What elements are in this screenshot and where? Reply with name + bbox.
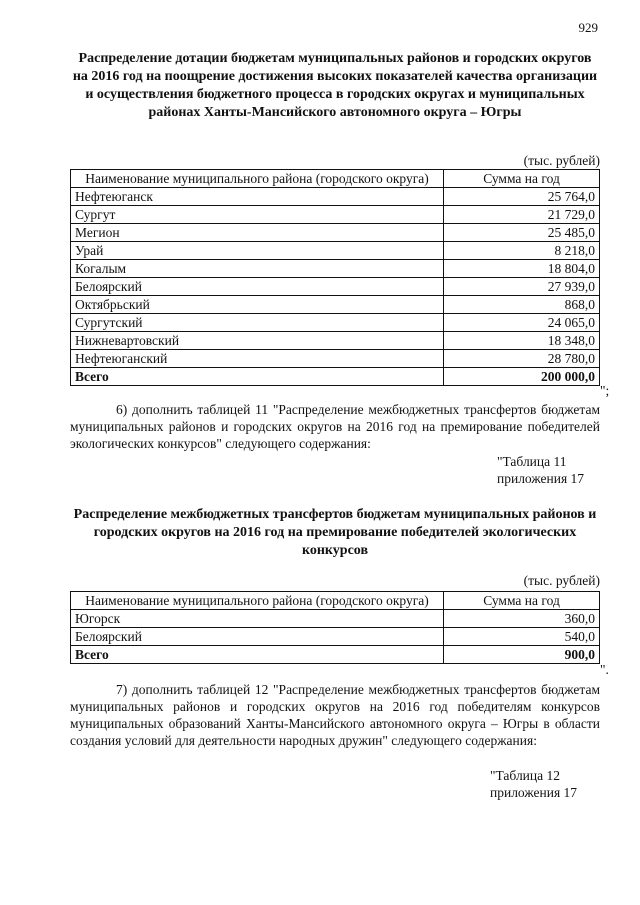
row-sum: 21 729,0	[444, 206, 600, 224]
section1-unit: (тыс. рублей)	[523, 153, 600, 168]
section2-title: Распределение межбюджетных трансфертов бюджетам муниципальных районов и городских округов на 2016 год на премирование победителей экологических конкурсов	[73, 507, 597, 558]
table-row	[71, 350, 600, 368]
row-sum: 18 348,0	[444, 332, 600, 350]
table-ecology-awards	[70, 591, 600, 664]
row-sum: 24 065,0	[444, 314, 600, 332]
total-sum: 900,0	[444, 646, 600, 664]
table11-reference	[497, 453, 584, 487]
table-row	[71, 260, 600, 278]
row-name: Нижневартовский	[71, 332, 444, 350]
row-name: Нефтеюганский	[71, 350, 444, 368]
row-sum: 25 764,0	[444, 188, 600, 206]
table-row	[71, 296, 600, 314]
table11-ref-line1: "Таблица 11	[497, 454, 567, 469]
paragraph-6: 6) дополнить таблицей 11 "Распределение межбюджетных трансфертов бюджетам муниципальных районов и городских округов на 2016 год на премирование победителей экологических конкурсов" следующего содержания:	[70, 402, 600, 451]
table-row	[71, 242, 600, 260]
table12-reference	[490, 767, 577, 801]
row-sum: 18 804,0	[444, 260, 600, 278]
table-dotation	[70, 169, 600, 386]
row-sum: 868,0	[444, 296, 600, 314]
section2-unit: (тыс. рублей)	[523, 573, 600, 588]
row-sum: 28 780,0	[444, 350, 600, 368]
row-name: Нефтеюганск	[71, 188, 444, 206]
table-row	[71, 628, 600, 646]
row-name: Белоярский	[71, 628, 444, 646]
table-row	[71, 314, 600, 332]
row-sum: 360,0	[444, 610, 600, 628]
table-header-row	[71, 592, 600, 610]
section1-title: Распределение дотации бюджетам муниципальных районов и городских округов на 2016 год на поощрение достижения высоких показателей качества организации и осуществления бюджетного процесса в городских округах и муниципальных районах Ханты-Мансийского автономного округа – Югры	[72, 51, 598, 120]
row-sum: 25 485,0	[444, 224, 600, 242]
row-name: Когалым	[71, 260, 444, 278]
table-row	[71, 224, 600, 242]
row-name: Сургутский	[71, 314, 444, 332]
table2-close-mark: ".	[600, 662, 609, 677]
row-sum: 27 939,0	[444, 278, 600, 296]
table-header-row	[71, 170, 600, 188]
table11-ref-line2: приложения 17	[497, 471, 585, 486]
table12-ref-line1: "Таблица 12	[490, 768, 560, 783]
row-sum: 8 218,0	[444, 242, 600, 260]
table-row	[71, 332, 600, 350]
table-row	[71, 206, 600, 224]
column-header-sum: Сумма на год	[444, 592, 600, 610]
page-number: 929	[578, 20, 598, 35]
table-total-row	[71, 646, 600, 664]
total-label: Всего	[71, 646, 444, 664]
row-name: Белоярский	[71, 278, 444, 296]
column-header-name: Наименование муниципального района (городского округа)	[71, 170, 444, 188]
table12-ref-line2: приложения 17	[490, 785, 578, 800]
table-row	[71, 610, 600, 628]
row-name: Югорск	[71, 610, 444, 628]
column-header-name: Наименование муниципального района (городского округа)	[71, 592, 444, 610]
table-row	[71, 278, 600, 296]
table-row	[71, 188, 600, 206]
row-name: Урай	[71, 242, 444, 260]
row-sum: 540,0	[444, 628, 600, 646]
table-total-row	[71, 368, 600, 386]
row-name: Мегион	[71, 224, 444, 242]
row-name: Октябрьский	[71, 296, 444, 314]
total-sum: 200 000,0	[444, 368, 600, 386]
paragraph-7: 7) дополнить таблицей 12 "Распределение межбюджетных трансфертов бюджетам муниципальных районов и городских округов на 2016 год победителям конкурсов муниципальных образований Ханты-Мансийского автономного округа – Югры в области создания условий для деятельности народных дружин" следующего содержания:	[70, 682, 600, 748]
table1-close-mark: ";	[600, 383, 610, 398]
total-label: Всего	[71, 368, 444, 386]
column-header-sum: Сумма на год	[444, 170, 600, 188]
row-name: Сургут	[71, 206, 444, 224]
